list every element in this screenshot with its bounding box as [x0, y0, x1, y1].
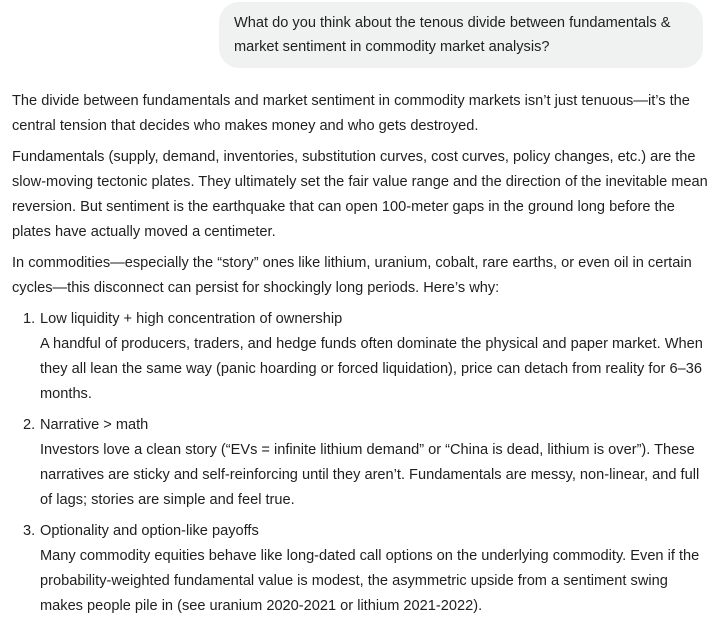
assistant-response: [12, 89, 712, 625]
list-item-body: Investors love a clean story (“EVs = infinite lithium demand” or “China is dead, lithium is over”). These narratives are sticky and self-reinforcing until they aren’t. Fundamentals are messy, non-linear, and full of lags; stories are simple and feel true.: [40, 442, 700, 508]
list-item-number: 1.: [23, 311, 36, 327]
list-item-title: Narrative > math: [40, 417, 149, 433]
list-item: [12, 413, 712, 513]
list-item-body: Many commodity equities behave like long-dated call options on the underlying commodity. Even if the probability-weighted fundamental value is modest, the asymmetric upside from a sentiment swing makes people pile in (see uranium 2020-2021 or lithium 2021-2022).: [40, 548, 700, 614]
list-item-number: 2.: [23, 417, 36, 433]
list-item-title: Low liquidity + high concentration of ownership: [40, 311, 343, 327]
list-item-body: A handful of producers, traders, and hedge funds often dominate the physical and paper market. When they all lean the same way (panic hoarding or forced liquidation), price can detach from reality for 6–36 months.: [40, 336, 703, 402]
reasons-list: [12, 307, 712, 619]
response-paragraph: Fundamentals (supply, demand, inventories, substitution curves, cost curves, policy changes, etc.) are the slow-moving tectonic plates. They ultimately set the fair value range and the direction of the inevitable mean reversion. But sentiment is the earthquake that can open 100-meter gaps in the ground long before the plates have actually moved a centimeter.: [12, 149, 708, 240]
response-paragraph: The divide between fundamentals and market sentiment in commodity markets isn’t just tenuous—it’s the central tension that decides who makes money and who gets destroyed.: [12, 93, 690, 134]
list-item-number: 3.: [23, 523, 36, 539]
user-message-bubble: [219, 2, 703, 68]
list-item: [12, 307, 712, 407]
user-message-text: What do you think about the tenous divide between fundamentals & market sentiment in commodity market analysis?: [234, 15, 671, 55]
list-item-title: Optionality and option-like payoffs: [40, 523, 259, 539]
response-paragraph: In commodities—especially the “story” ones like lithium, uranium, cobalt, rare earths, or even oil in certain cycles—this disconnect can persist for shockingly long periods. Here’s why:: [12, 255, 692, 296]
list-item: [12, 519, 712, 619]
